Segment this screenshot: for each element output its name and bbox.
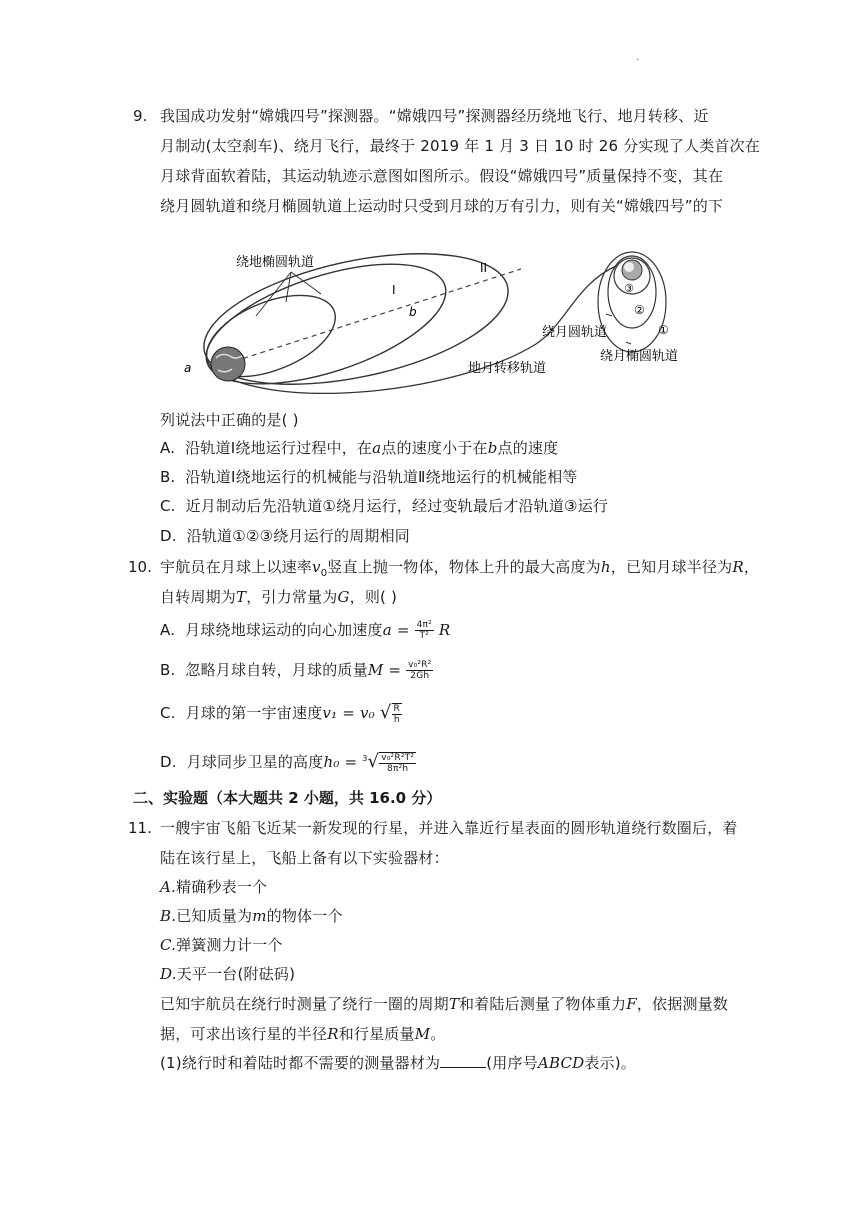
label-I: I [392, 283, 396, 297]
q9-stem-end: 列说法中正确的是( ) [160, 411, 299, 429]
label-moon-circ: 绕月圆轨道 [542, 325, 608, 340]
label-a: a [184, 361, 192, 375]
q11-line-4: 据，可求出该行星的半径R和行星质量M。 [160, 1025, 446, 1043]
q11-item-b: B.已知质量为m的物体一个 [160, 907, 343, 925]
q9-option-b: B. 沿轨道Ⅰ绕地运行的机械能与沿轨道Ⅱ绕地运行的机械能相等 [160, 468, 578, 486]
q9-line-4: 绕月圆轨道和绕月椭圆轨道上运动时只受到月球的万有引力，则有关“嫦娥四号”的下 [160, 197, 724, 215]
earth-icon [211, 347, 245, 381]
q11-number: 11. [128, 819, 152, 837]
label-orbit-3: ③ [624, 282, 634, 295]
label-moon-ellip: 绕月椭圆轨道 [600, 349, 679, 364]
q10-option-d: D. 月球同步卫星的高度h₀ = $^3$√ $\frac{\text{v₀²R²T²}}{\text{8π²h}}$ [160, 751, 415, 774]
q11-line-3: 已知宇航员在绕行时测量了绕行一圈的周期T和着陆后测量了物体重力F，依据测量数 [160, 995, 729, 1013]
q9-line-1: 我国成功发射“嫦娥四号”探测器。“嫦娥四号”探测器经历绕地飞行、地月转移、近 [160, 107, 709, 125]
q9-option-a: A. 沿轨道Ⅰ绕地运行过程中，在a点的速度小于在b点的速度 [160, 439, 559, 457]
q10-option-b: B. 忽略月球自转，月球的质量M = $\frac{\text{v₀²R²}}{2Gh}$ [160, 660, 432, 681]
q10-number: 10. [128, 558, 152, 576]
q9-option-d: D. 沿轨道①②③绕月运行的周期相同 [160, 527, 410, 545]
q9-option-c: C. 近月制动后先沿轨道①绕月运行，经过变轨最后才沿轨道③运行 [160, 497, 609, 515]
label-II: II [480, 261, 488, 275]
label-orbit-2: ② [634, 303, 645, 317]
q9-number: 9. [133, 107, 148, 125]
answer-blank[interactable] [440, 1053, 486, 1068]
q10-option-a: A. 月球绕地球运动的向心加速度a = $\frac{\text{4π²}}{\text{T²}}$ R [160, 620, 451, 641]
q10-line-2: 自转周期为T，引力常量为G，则( ) [160, 588, 398, 606]
fraction: $\frac{R}{h}$ [393, 703, 400, 725]
q11-item-a: A.精确秒表一个 [160, 878, 268, 896]
q10-line-1: 宇航员在月球上以速率$v_0$竖直上抛一物体，物体上升的最大高度为h，已知月球半径为R， [160, 558, 760, 579]
earth-moon-dashed-line [226, 269, 521, 364]
q11-line-2: 陆在该行星上，飞船上备有以下实验器材： [160, 849, 449, 867]
label-earth-orbits: 绕地椭圆轨道 [236, 255, 315, 270]
orbit-figure [176, 244, 696, 394]
page-mark: . [636, 52, 640, 63]
q11-item-c: C.弹簧测力计一个 [160, 936, 283, 954]
q11-sub-1: (1)绕行时和着陆时都不需要的测量器材为 (用序号ABCD表示)。 [160, 1054, 636, 1072]
cube-root-icon: √ [367, 751, 380, 772]
q11-line-1: 一艘宇宙飞船飞近某一新发现的行星，并进入靠近行星表面的圆形轨道绕行数圈后，着 [160, 819, 738, 837]
q11-item-d: D.天平一台(附砝码) [160, 965, 296, 983]
fraction: $\frac{\text{4π²}}{\text{T²}}$ [416, 620, 432, 641]
q9-line-2: 月制动(太空刹车)、绕月飞行，最终于 2019 年 1 月 3 日 10 时 26 分实现了人类首次在 [160, 137, 761, 155]
sqrt-icon: √ [379, 702, 392, 723]
label-transfer: 地月转移轨道 [468, 361, 547, 376]
q10-option-c: C. 月球的第一宇宙速度v₁ = v₀ √ $\frac{R}{h}$ [160, 702, 400, 725]
fraction: $\frac{\text{v₀²R²T²}}{\text{8π²h}}$ [381, 752, 415, 774]
label-orbit-1: ① [658, 323, 669, 337]
fraction: $\frac{\text{v₀²R²}}{2Gh}$ [408, 660, 432, 681]
section-heading: 二、实验题（本大题共 2 小题，共 16.0 分） [133, 789, 442, 807]
q9-line-3: 月球背面软着陆，其运动轨迹示意图如图所示。假设“嫦娥四号”质量保持不变，其在 [160, 167, 724, 185]
label-b: b [409, 305, 417, 319]
